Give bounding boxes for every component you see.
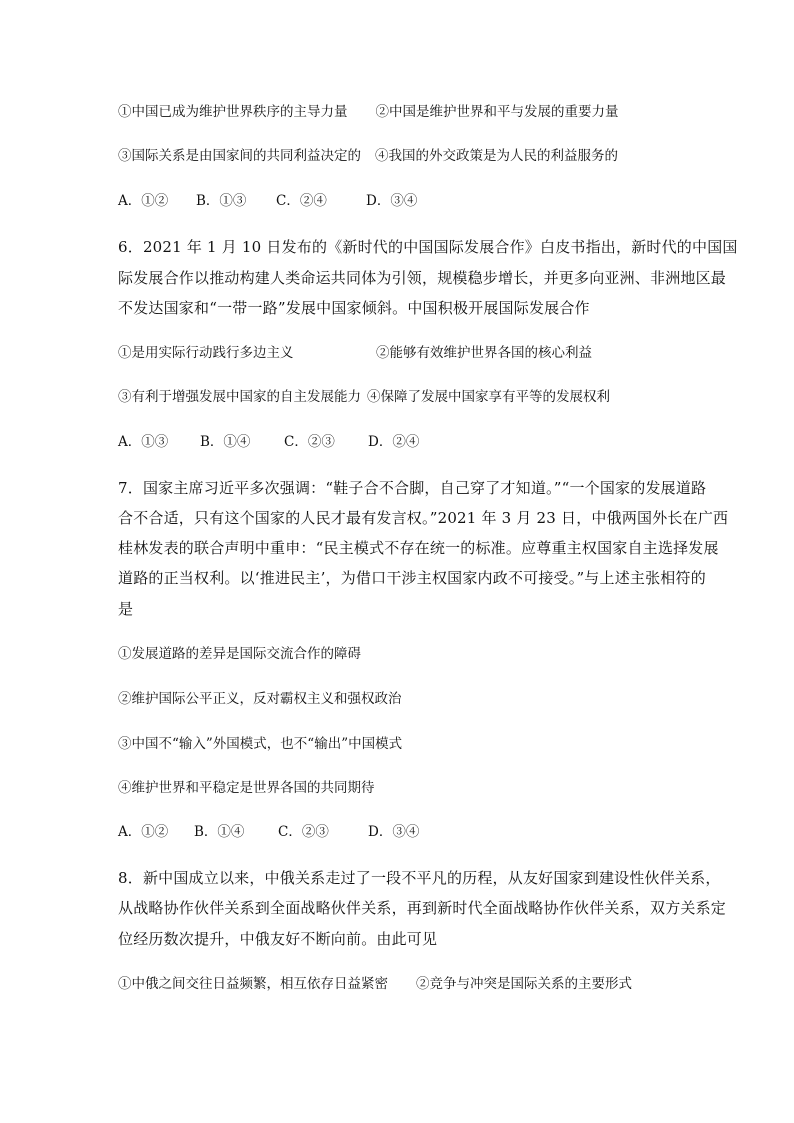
q6-answer-c: C．②③ [284, 434, 335, 450]
q5-option-4: ④我国的外交政策是为人民的利益服务的 [375, 148, 618, 164]
q6-answer-choices [118, 432, 419, 452]
q5-answer-a: A．①② [118, 193, 169, 209]
q8-options-row-1 [118, 974, 632, 994]
q7-stem-line-4: 道路的正当权利。以‘推进民主’，为借口干涉主权国家内政不可接受。”与上述主张相符的 [118, 569, 706, 587]
q6-stem-line-2: 际发展合作以推动构建人类命运共同体为引领，规模稳步增长，并更多向亚洲、非洲地区最 [118, 269, 727, 287]
q6-answer-d: D．②④ [368, 434, 420, 450]
q5-options-row-1 [118, 102, 619, 122]
q6-answer-b: B．①④ [200, 434, 251, 450]
q8-option-1: ①中俄之间交往日益频繁，相互依存日益紧密 [118, 976, 388, 992]
q8-option-2: ②竞争与冲突是国际关系的主要形式 [416, 976, 632, 992]
q7-option-4: ④维护世界和平稳定是世界各国的共同期待 [118, 780, 375, 796]
q6-option-1: ①是用实际行动践行多边主义 [118, 345, 294, 361]
q6-option-4: ④保障了发展中国家享有平等的发展权利 [367, 389, 610, 405]
q7-option-2: ②维护国际公平正义，反对霸权主义和强权政治 [118, 691, 402, 707]
q7-option-1: ①发展道路的差异是国际交流合作的障碍 [118, 646, 361, 662]
q5-option-1: ①中国已成为维护世界秩序的主导力量 [118, 104, 348, 120]
q6-stem-line-1: 6．2021 年 1 月 10 日发布的《新时代的中国国际发展合作》白皮书指出，新时代的中国国 [118, 238, 738, 256]
q7-answer-a: A．①② [118, 824, 169, 840]
q7-stem-line-3: 桂林发表的联合声明中重申：“民主模式不存在统一的标准。应尊重主权国家自主选择发展 [118, 539, 719, 557]
q7-answer-d: D．③④ [368, 824, 420, 840]
q7-answer-c: C．②③ [278, 824, 329, 840]
q5-answer-b: B．①③ [196, 193, 247, 209]
q6-option-2: ②能够有效维护世界各国的核心利益 [376, 345, 592, 361]
q7-answer-choices [118, 822, 419, 842]
q5-option-2: ②中国是维护世界和平与发展的重要力量 [375, 104, 619, 120]
q6-answer-a: A．①③ [118, 434, 169, 450]
q7-answer-b: B．①④ [194, 824, 245, 840]
q5-answer-d: D．③④ [366, 193, 418, 209]
q5-option-3: ③国际关系是由国家间的共同利益决定的 [118, 148, 361, 164]
q5-options-row-2 [118, 146, 618, 166]
q5-answer-c: C．②④ [276, 193, 327, 209]
q8-stem-line-1: 8．新中国成立以来，中俄关系走过了一段不平凡的历程，从友好国家到建设性伙伴关系， [118, 869, 721, 887]
q7-stem-line-1: 7．国家主席习近平多次强调：“鞋子合不合脚，自己穿了才知道。”“一个国家的发展道路 [118, 479, 707, 497]
q6-options-row-1 [118, 343, 592, 363]
q7-stem-line-5: 是 [118, 600, 134, 618]
q7-stem-line-2: 合不合适，只有这个国家的人民才最有发言权。”2021 年 3 月 23 日，中俄两国外长在广西 [118, 509, 729, 527]
q6-options-row-2 [118, 387, 610, 407]
q8-stem-line-3: 位经历数次提升，中俄友好不断向前。由此可见 [118, 930, 438, 948]
q8-stem-line-2: 从战略协作伙伴关系到全面战略伙伴关系，再到新时代全面战略协作伙伴关系，双方关系定 [118, 899, 727, 917]
q5-answer-choices [118, 191, 417, 211]
q6-option-3: ③有利于增强发展中国家的自主发展能力 [118, 389, 361, 405]
q6-stem-line-3: 不发达国家和“一带一路”发展中国家倾斜。中国积极开展国际发展合作 [118, 299, 590, 317]
q7-option-3: ③中国不“输入”外国模式，也不“输出”中国模式 [118, 736, 403, 752]
